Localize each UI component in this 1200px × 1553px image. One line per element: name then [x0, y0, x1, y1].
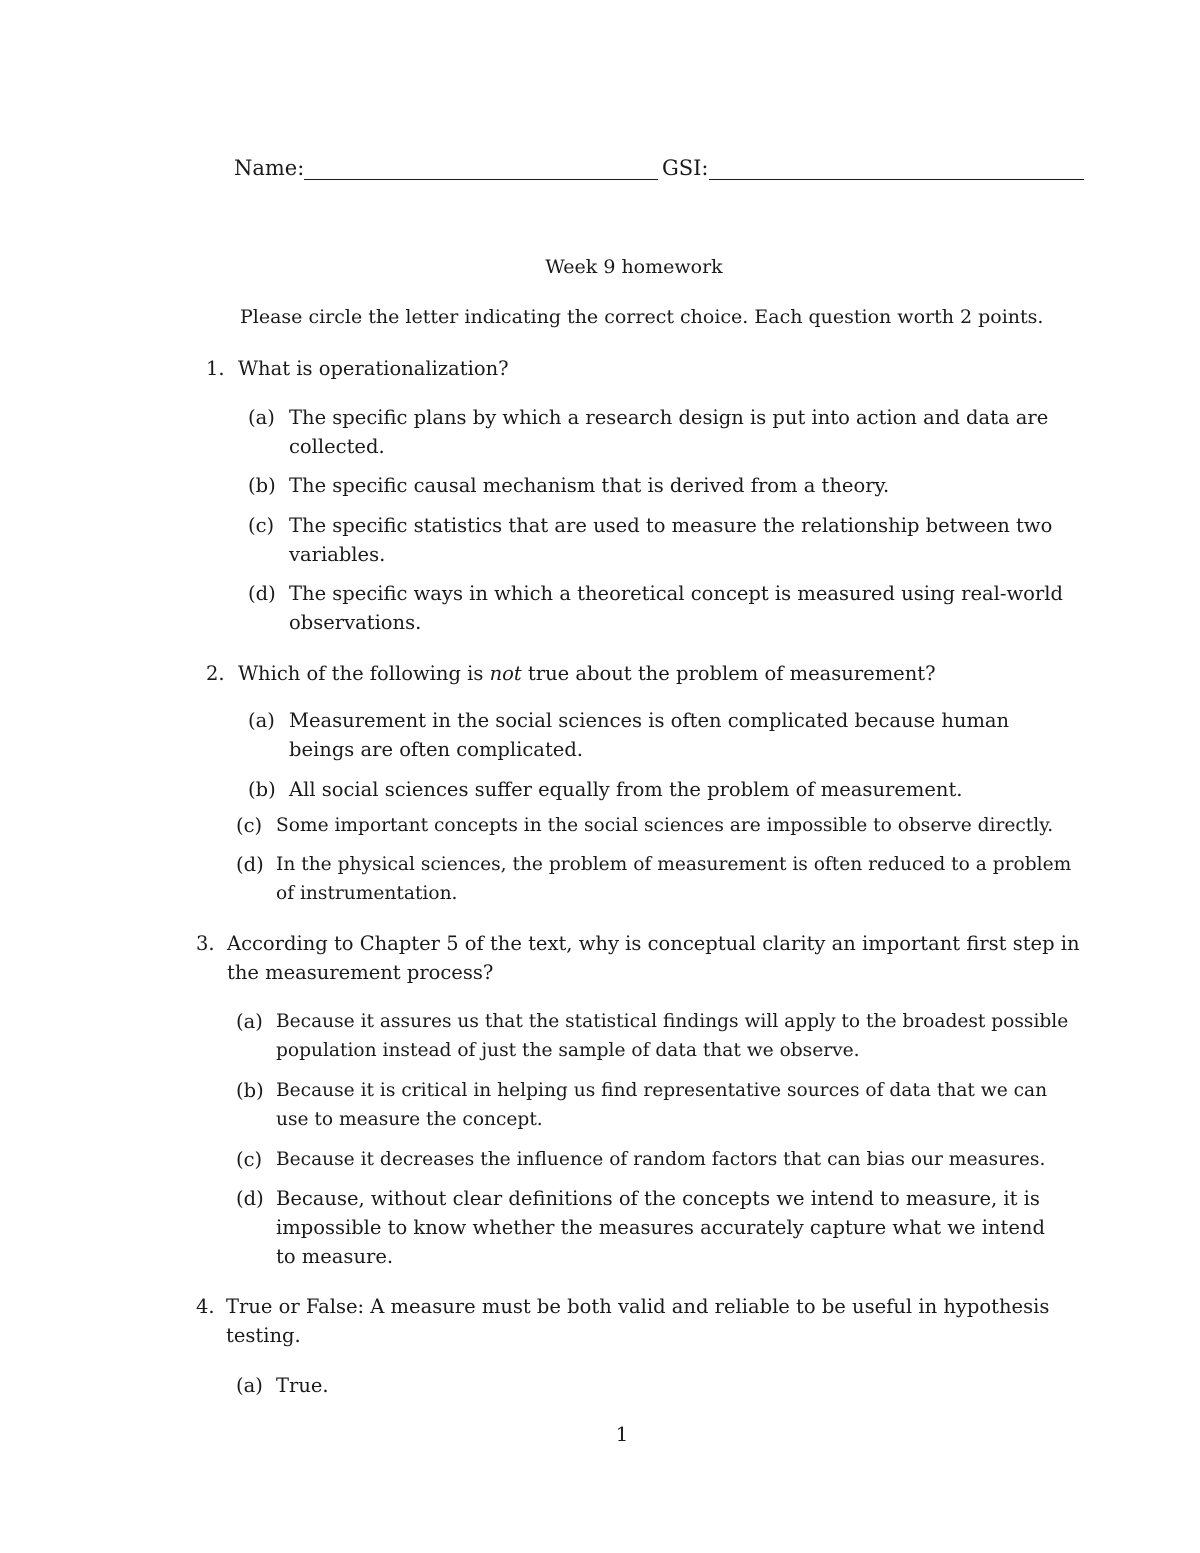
option-text: The specific ways in which a theoretical concept is measured using real-world observations. — [289, 582, 1063, 634]
option-letter: (a) — [236, 1374, 263, 1397]
gsi-label: GSI: — [661, 156, 709, 180]
option-text: Because it decreases the influence of random factors that can bias our measures. — [276, 1149, 1046, 1170]
option-letter: (b) — [248, 778, 276, 801]
option-letter: (c) — [248, 514, 275, 537]
question-number: 4. — [196, 1295, 215, 1318]
option-letter: (c) — [236, 814, 263, 837]
question-number: 3. — [196, 932, 215, 955]
option-text: Because, without clear definitions of the concepts we intend to measure, it is impossible to know whether the measures accurately capture what we intend to measure. — [276, 1187, 1045, 1268]
page-title: Week 9 homework — [545, 256, 723, 278]
name-label: Name: — [234, 156, 305, 180]
option-letter: (c) — [236, 1148, 263, 1171]
instructions: Please circle the letter indicating the correct choice. Each question worth 2 points. — [240, 306, 1044, 328]
emphasis-not: not — [489, 662, 522, 685]
question-text: What is operationalization? — [238, 357, 509, 380]
option-letter: (d) — [248, 582, 276, 605]
question-text: According to Chapter 5 of the text, why is conceptual clarity an important first step in the measurement process? — [227, 932, 1080, 984]
option-letter: (b) — [236, 1079, 264, 1102]
gsi-blank[interactable] — [709, 157, 1085, 180]
option-text: All social sciences suffer equally from the problem of measurement. — [289, 778, 963, 801]
option-letter: (a) — [248, 709, 275, 732]
option-text: Measurement in the social sciences is often complicated because human beings are often complicated. — [289, 709, 1010, 761]
option-text: True. — [276, 1374, 329, 1397]
name-blank[interactable] — [304, 157, 658, 180]
option-text: Because it is critical in helping us find representative sources of data that we can use to measure the concept. — [276, 1080, 1048, 1130]
question-number: 1. — [206, 357, 225, 380]
option-letter: (b) — [248, 474, 276, 497]
option-letter: (a) — [248, 406, 275, 429]
option-text: The specific plans by which a research design is put into action and data are collected. — [289, 406, 1049, 458]
question-text: True or False: A measure must be both valid and reliable to be useful in hypothesis testing. — [226, 1295, 1050, 1347]
page-number: 1 — [615, 1422, 629, 1446]
option-text: The specific causal mechanism that is derived from a theory. — [289, 474, 890, 497]
option-text: Because it assures us that the statistical findings will apply to the broadest possible population instead of just the sample of data that we observe. — [276, 1011, 1069, 1061]
option-text: In the physical sciences, the problem of measurement is often reduced to a problem of instrumentation. — [276, 854, 1072, 904]
option-letter: (d) — [236, 853, 264, 876]
question-number: 2. — [206, 662, 225, 685]
option-letter: (d) — [236, 1187, 264, 1210]
header-fields — [234, 156, 1084, 180]
option-text: Some important concepts in the social sciences are impossible to observe directly. — [276, 815, 1054, 836]
question-text: Which of the following is not true about the problem of measurement? — [238, 662, 936, 685]
option-text: The specific statistics that are used to measure the relationship between two variables. — [289, 514, 1053, 566]
option-letter: (a) — [236, 1010, 263, 1033]
